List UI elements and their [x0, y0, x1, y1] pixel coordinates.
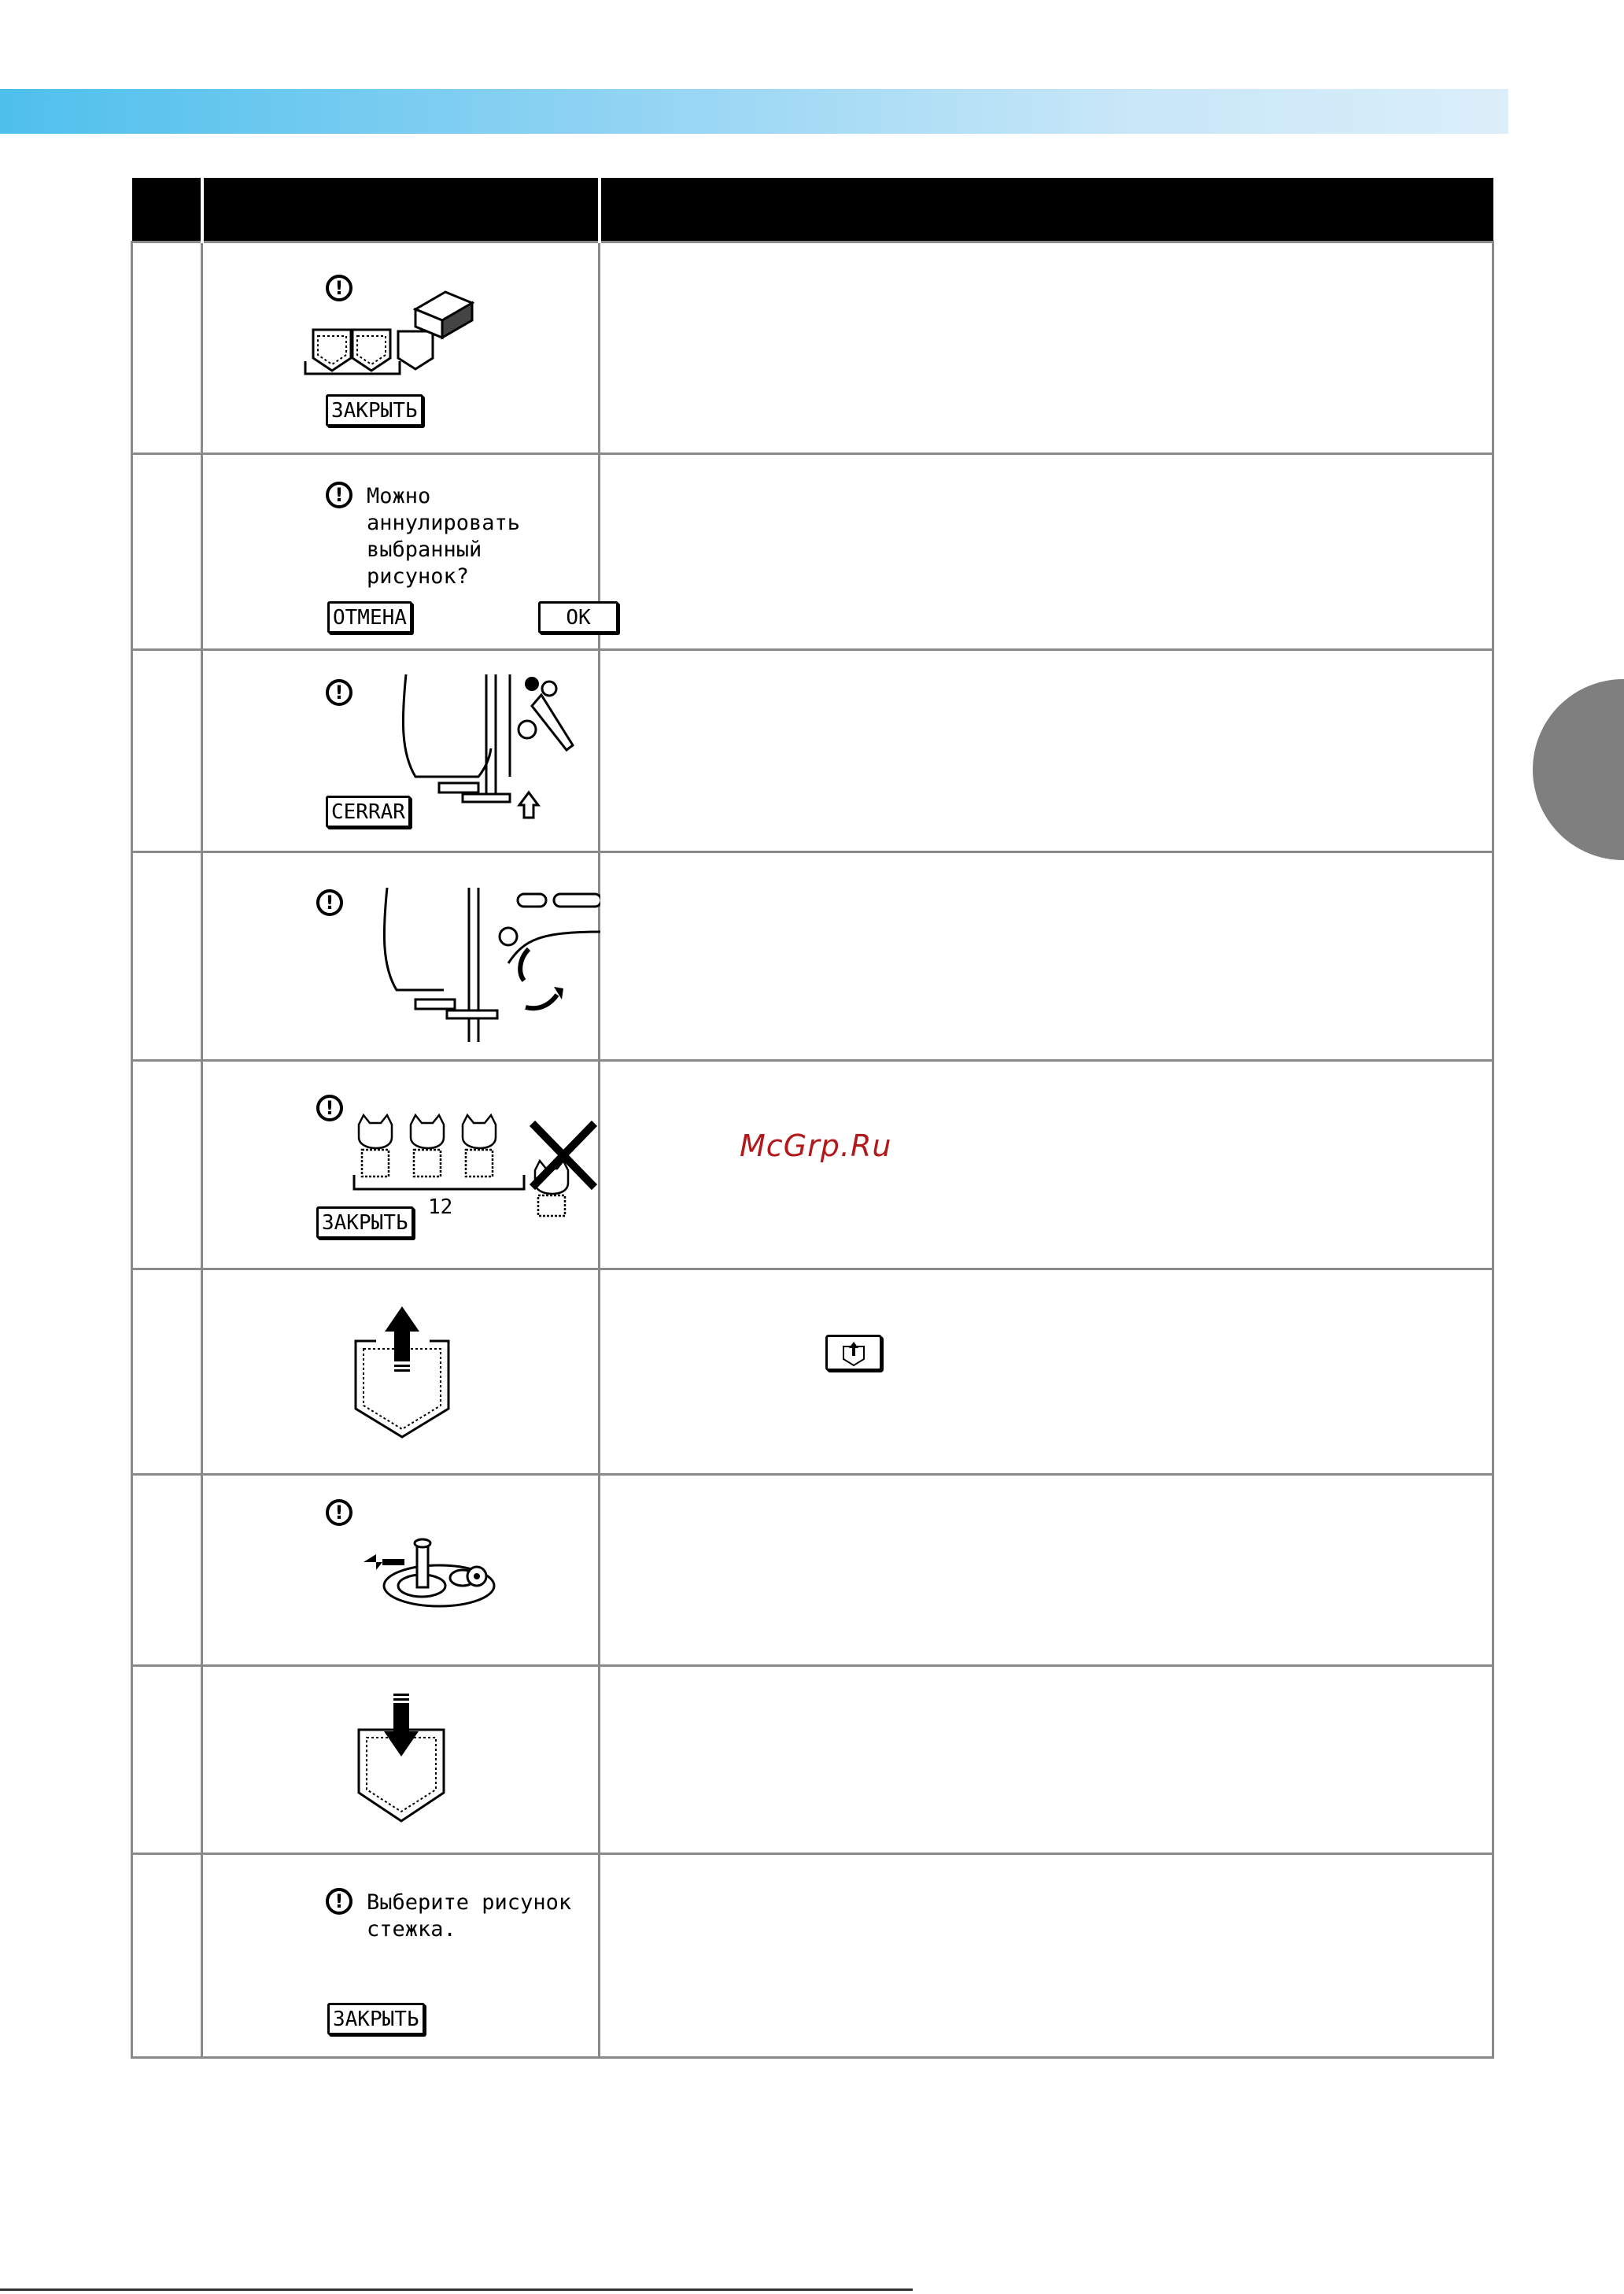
cancel-button[interactable]: ОТМЕНА	[327, 601, 412, 634]
description-cell	[600, 454, 1493, 650]
description-cell	[600, 852, 1493, 1061]
table-row	[132, 1269, 1493, 1475]
row-number-cell	[132, 1061, 202, 1269]
screen-cell	[202, 1475, 600, 1666]
screen-cell	[202, 242, 600, 454]
pocket-load-icon	[203, 1667, 600, 1853]
watermark: McGrp.Ru	[740, 1129, 892, 1163]
table-row	[132, 650, 1493, 852]
chapter-tab	[1533, 679, 1624, 860]
pocket-icon	[313, 330, 433, 371]
warning-icon: !	[316, 889, 343, 916]
warning-icon: !	[326, 275, 352, 301]
row-number-cell	[132, 1475, 202, 1666]
screen-cell	[202, 650, 600, 852]
description-cell	[600, 1475, 1493, 1666]
pocket-save-key-icon	[825, 1335, 882, 1371]
table-row	[132, 454, 1493, 650]
description-cell	[600, 650, 1493, 852]
row-number-cell	[132, 1854, 202, 2058]
description-cell	[600, 1061, 1493, 1269]
table-row	[132, 242, 1493, 454]
error-message-table	[131, 178, 1494, 2059]
row-number-cell	[132, 242, 202, 454]
row-number-cell	[132, 1269, 202, 1475]
table-row	[132, 1666, 1493, 1854]
ok-button[interactable]: OK	[538, 601, 618, 634]
stitch-counter: 12	[428, 1195, 453, 1219]
screen-message: Выберите рисунок стежка.	[367, 1890, 572, 1941]
header-cell-description	[600, 178, 1493, 242]
up-arrow-icon	[519, 792, 538, 818]
screen-cell	[202, 1854, 600, 2058]
close-button[interactable]: CERRAR	[326, 796, 411, 828]
screen-cell	[202, 1061, 600, 1269]
bobbin-winder-icon	[203, 1476, 600, 1664]
pocket-save-icon	[203, 1270, 600, 1473]
table-row	[132, 1854, 1493, 2058]
header-color-band	[0, 89, 1508, 134]
screen-cell	[202, 1666, 600, 1854]
description-cell	[600, 1666, 1493, 1854]
warning-icon: !	[326, 1888, 352, 1915]
presser-foot-lever-icon	[203, 853, 600, 1059]
table-row	[132, 1061, 1493, 1269]
warning-icon: !	[316, 1095, 343, 1121]
row-number-cell	[132, 852, 202, 1061]
screen-cell	[202, 1269, 600, 1475]
warning-icon: !	[326, 1499, 352, 1526]
row-number-cell	[132, 650, 202, 852]
screen-cell	[202, 852, 600, 1061]
row-number-cell	[132, 1666, 202, 1854]
header-cell-number	[132, 178, 202, 242]
footer-rule	[0, 2288, 913, 2291]
warning-icon: !	[326, 482, 352, 508]
table-row	[132, 852, 1493, 1061]
table-header-row	[132, 178, 1493, 242]
description-cell	[600, 1854, 1493, 2058]
row-number-cell	[132, 454, 202, 650]
close-button[interactable]: ЗАКРЫТЬ	[326, 394, 423, 427]
eraser-icon	[415, 292, 472, 338]
description-cell	[600, 1269, 1493, 1475]
header-cell-screen	[202, 178, 600, 242]
close-button[interactable]: ЗАКРЫТЬ	[327, 2003, 425, 2035]
table-row	[132, 1475, 1493, 1666]
screen-cell	[202, 454, 600, 650]
close-button[interactable]: ЗАКРЫТЬ	[316, 1206, 414, 1239]
warning-icon: !	[326, 679, 352, 706]
screen-message: Можно аннулировать выбранный рисунок?	[367, 484, 521, 589]
description-cell	[600, 242, 1493, 454]
